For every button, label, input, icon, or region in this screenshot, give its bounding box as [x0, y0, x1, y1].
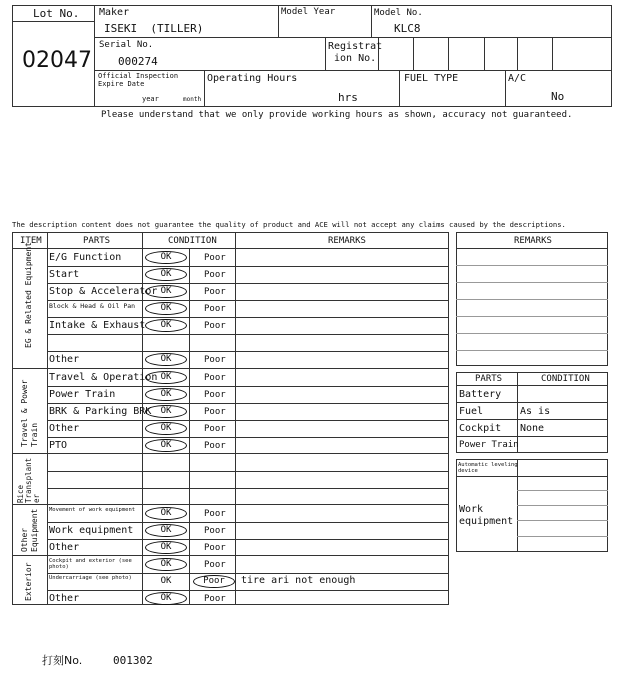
divider [413, 37, 414, 70]
model-year-label: Model Year [281, 7, 336, 17]
part-label: Other [49, 423, 80, 434]
remark-line [456, 350, 608, 351]
ok-circled: OK [145, 251, 187, 264]
part-label: Intake & Exhaust [49, 320, 146, 331]
divider [235, 232, 236, 605]
group-label-travel: Travel & Power Train [20, 379, 39, 447]
divider [12, 555, 449, 556]
poor-label: Poor [204, 424, 226, 434]
divider [517, 520, 608, 521]
row-divider [47, 386, 449, 387]
parts-row-condition: As is [520, 406, 551, 417]
auto-leveling-label: Automatic leveling device [458, 462, 518, 474]
parts-row-condition: None [520, 423, 545, 434]
divider [456, 436, 608, 437]
header-box [12, 5, 612, 107]
part-label: Other [49, 542, 80, 553]
maker-label: Maker [99, 7, 130, 18]
right-remarks-header: REMARKS [514, 236, 552, 246]
serial-label: Serial No. [99, 40, 154, 50]
poor-label: Poor [204, 355, 226, 365]
row-divider [47, 420, 449, 421]
year-label: year [142, 95, 159, 103]
part-label: Travel & Operation [49, 372, 158, 383]
model-no-value: KLC8 [394, 22, 421, 35]
poor-label: Poor [204, 543, 226, 553]
poor-label: Poor [204, 390, 226, 400]
part-label: Block & Head & Oil Pan [49, 302, 136, 310]
part-label: Movement of work equipment [49, 507, 136, 513]
group-label-rice: Rice Transplant er [16, 457, 41, 503]
col-parts-header: PARTS [83, 236, 111, 246]
row-divider [47, 300, 449, 301]
ok-circled: OK [145, 302, 187, 315]
lot-number: 02047 [22, 48, 92, 73]
work-equipment-label: Work equipment [459, 504, 514, 527]
stamp-label: 打刻No. [42, 654, 83, 667]
part-label: Stop & Accelerator [49, 286, 158, 297]
ok-label: OK [160, 576, 172, 586]
ac-label: A/C [508, 73, 527, 84]
remark-line [456, 282, 608, 283]
row-divider [47, 522, 449, 523]
part-label: Other [49, 354, 80, 365]
ok-circled: OK [145, 439, 187, 452]
divider [94, 37, 612, 38]
divider [12, 453, 449, 454]
remark-text: tire ari not enough [241, 575, 356, 586]
ok-circled: OK [145, 541, 187, 554]
divider [94, 5, 95, 107]
remark-line [456, 248, 608, 249]
divider [12, 368, 449, 369]
ok-circled: OK [145, 592, 187, 605]
row-divider [47, 590, 449, 591]
divider [484, 37, 485, 70]
row-divider [47, 403, 449, 404]
divider [517, 37, 518, 70]
divider [47, 232, 48, 605]
parts-row-part: Battery [459, 389, 502, 400]
part-label: Other [49, 593, 80, 604]
remark-line [456, 333, 608, 334]
divider [12, 248, 449, 249]
poor-label: Poor [204, 270, 226, 280]
poor-label: Poor [204, 321, 226, 331]
remark-line [456, 316, 608, 317]
part-label: Work equipment [49, 525, 134, 536]
notice-text: Please understand that we only provide working hours as shown, accuracy not guaranteed. [101, 110, 573, 120]
row-divider [47, 266, 449, 267]
divider [399, 70, 400, 107]
row-divider [47, 283, 449, 284]
month-label: month [183, 96, 202, 103]
divider [448, 37, 449, 70]
stamp-value: 001302 [113, 654, 153, 667]
parts-row-part: Cockpit [459, 423, 502, 434]
ok-circled: OK [145, 353, 187, 366]
serial-value: 000274 [118, 55, 158, 68]
divider [371, 5, 372, 37]
poor-label: Poor [204, 560, 226, 570]
row-divider [47, 351, 449, 352]
divider [456, 402, 608, 403]
part-label: PTO [49, 440, 68, 451]
col-remarks-header: REMARKS [328, 236, 366, 246]
divider [12, 504, 449, 505]
ok-circled: OK [145, 319, 187, 332]
parts-row-part: Fuel [459, 406, 484, 417]
part-label: Cockpit and exterior (see photo) [49, 558, 132, 570]
remark-line [456, 265, 608, 266]
col-condition-header: CONDITION [168, 236, 217, 246]
poor-label: Poor [204, 304, 226, 314]
part-label: BRK & Parking BRK [49, 406, 152, 417]
part-label: E/G Function [49, 252, 122, 263]
row-divider [47, 488, 449, 489]
group-label-exterior: Exterior [24, 562, 33, 601]
disclaimer-text: The description content does not guarantee the quality of product and ACE will not accept any claims caused by the descriptions. [12, 220, 566, 229]
ok-circled: OK [145, 285, 187, 298]
divider [94, 70, 612, 71]
parts-row-part: Power Train [459, 440, 519, 450]
divider [456, 385, 608, 386]
poor-label: Poor [204, 407, 226, 417]
divider [278, 5, 279, 37]
poor-label: Poor [204, 509, 226, 519]
group-label-other-eq: Other Equipment [20, 508, 39, 552]
row-divider [47, 437, 449, 438]
poor-label: Poor [204, 594, 226, 604]
operating-hours-label: Operating Hours [207, 73, 298, 84]
row-divider [47, 539, 449, 540]
group-label-eg: EG & Related Equipment [24, 242, 33, 348]
maker-value: ISEKI (TILLER) [104, 22, 204, 35]
row-divider [47, 317, 449, 318]
divider [12, 21, 94, 22]
ok-circled: OK [145, 558, 187, 571]
part-label: Undercarriage (see photo) [49, 575, 132, 581]
ok-circled: OK [145, 388, 187, 401]
inspection-label: Official Inspection [98, 72, 179, 80]
poor-label: Poor [204, 373, 226, 383]
ac-value: No [551, 90, 565, 103]
hrs-label: hrs [338, 91, 358, 104]
divider [456, 419, 608, 420]
remark-line [456, 299, 608, 300]
row-divider [47, 573, 449, 574]
poor-circled: Poor [193, 575, 235, 588]
lot-label: Lot No. [33, 7, 80, 20]
divider [517, 536, 608, 537]
divider [204, 70, 205, 107]
part-label: Power Train [49, 389, 116, 400]
fuel-type-label: FUEL TYPE [404, 73, 459, 84]
ok-circled: OK [145, 507, 187, 520]
poor-label: Poor [204, 253, 226, 263]
inspection-label-2: Expire Date [98, 80, 145, 88]
ok-circled: OK [145, 524, 187, 537]
divider [325, 37, 326, 70]
divider [456, 476, 608, 477]
poor-label: Poor [204, 441, 226, 451]
ok-circled: OK [145, 371, 187, 384]
part-label: Start [49, 269, 80, 280]
ok-circled: OK [145, 405, 187, 418]
col-item-header: ITEM [20, 236, 42, 246]
divider [517, 490, 608, 491]
ok-circled: OK [145, 268, 187, 281]
divider [517, 505, 608, 506]
divider [189, 248, 190, 605]
parts-header: PARTS [475, 374, 503, 384]
poor-label: Poor [204, 287, 226, 297]
divider [505, 70, 506, 107]
condition-header: CONDITION [541, 374, 590, 384]
registration-label: Registrat ion No. [328, 41, 383, 64]
divider [552, 37, 553, 70]
row-divider [47, 334, 449, 335]
ok-circled: OK [145, 422, 187, 435]
model-no-label: Model No. [374, 8, 423, 18]
poor-label: Poor [204, 526, 226, 536]
row-divider [47, 471, 449, 472]
